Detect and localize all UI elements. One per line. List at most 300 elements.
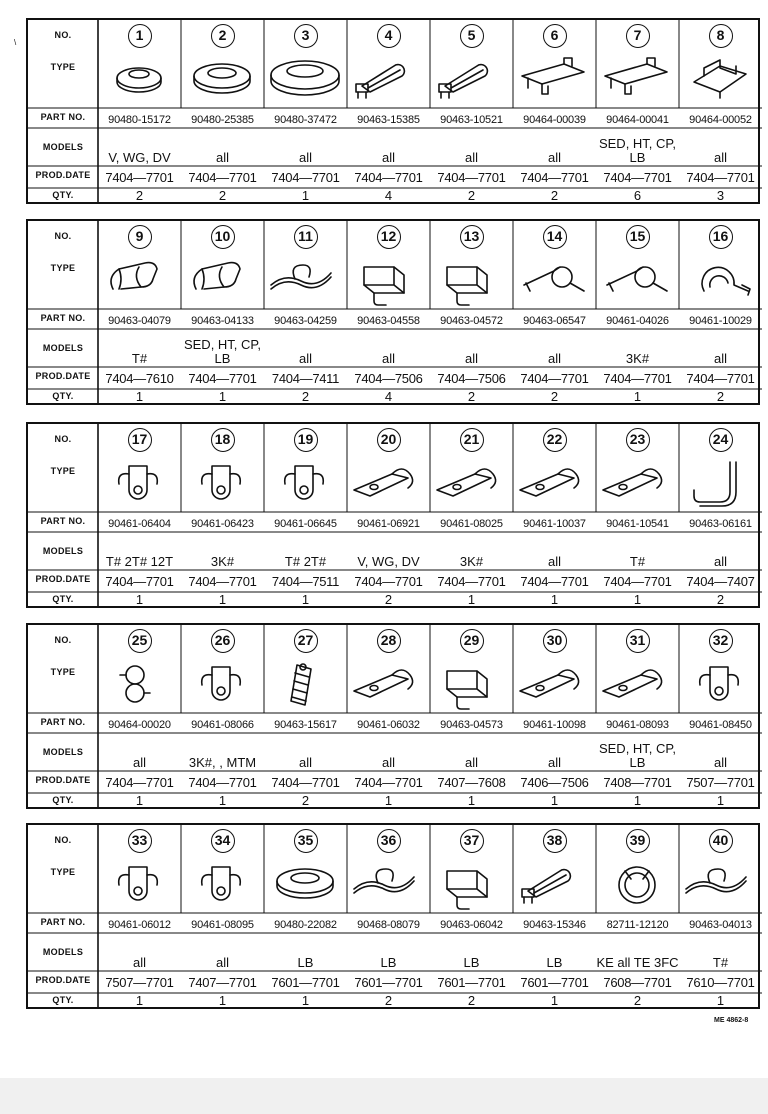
qty-value-text: 1 [218,389,227,403]
models-value-text: all [215,150,229,165]
qty-value-text: 2 [716,592,725,606]
item-number: 5 [460,24,484,48]
part-number [596,919,679,933]
models-value-text: all [298,755,312,770]
tab-clamp-icon [99,857,179,911]
part-number-text: 90480-22082 [274,919,337,931]
part-number-text: 90468-08079 [357,919,420,931]
models-value-text: T# 2T# 12T [105,554,174,569]
part-number-text: 90461-06921 [357,518,420,530]
prod-date-value-text: 7404—7506 [354,371,423,386]
part-number-text: 90464-00041 [606,114,669,126]
prod-date-value [98,574,181,590]
prod-date-value [98,775,181,791]
qty-value [347,188,430,202]
qty-value-text: 1 [218,592,227,606]
qty-value [181,793,264,807]
models-value [679,133,762,165]
prod-date-value [98,170,181,186]
part-number [513,114,596,128]
prod-date-value [513,574,596,590]
prod-date-value [347,371,430,387]
prod-date-value-text: 7507—7701 [686,775,755,790]
item-number: 4 [377,24,401,48]
ring-clip-icon [597,857,677,911]
prod-date-value-text: 7404—7701 [603,574,672,589]
item-number: 9 [128,225,152,249]
models-value [430,738,513,770]
prod-date-value-text: 7404—7701 [354,574,423,589]
prod-date-value-text: 7404—7701 [188,775,257,790]
item-number: 14 [543,225,567,249]
part-number [596,315,679,329]
qty-value-text: 1 [135,793,144,807]
row-label-prod-date: PROD.DATE [35,975,91,985]
loop-clip-icon [514,253,594,307]
part-number-text: 90463-15346 [523,919,586,931]
qty-value [98,389,181,403]
item-number: 32 [709,629,733,653]
qty-value-text: 1 [467,793,476,807]
prod-date-value-text: 7406—7506 [520,775,589,790]
row-label-no: NO. [54,231,72,241]
part-number-text: 90464-00039 [523,114,586,126]
tab-clamp-icon [182,857,262,911]
item-number: 30 [543,629,567,653]
models-value [98,738,181,770]
part-number [347,719,430,733]
models-value [181,938,264,970]
qty-value-text: 1 [218,993,227,1007]
prod-date-value [264,170,347,186]
qty-value-text: 1 [550,793,559,807]
part-number [430,315,513,329]
part-number [347,518,430,532]
part-number-text: 90461-06645 [274,518,337,530]
parts-panel [26,823,760,1009]
item-number: 27 [294,629,318,653]
item-number: 31 [626,629,650,653]
qty-value-text: 1 [218,793,227,807]
part-number [347,919,430,933]
qty-value-text: 1 [135,592,144,606]
qty-value [679,592,762,606]
item-number: 39 [626,829,650,853]
part-number [347,315,430,329]
models-value [347,334,430,366]
qty-value [430,592,513,606]
models-value-text: all [464,150,478,165]
part-number [430,518,513,532]
models-value-text: T# 2T# [284,554,327,569]
prod-date-value [513,775,596,791]
item-number: 13 [460,225,484,249]
models-value [98,133,181,165]
row-label-no: NO. [54,835,72,845]
row-label-part-no: PART NO. [40,717,86,727]
part-number-text: 90461-08025 [440,518,503,530]
models-value-text: SED, HT, CP, LB [598,741,677,770]
item-number: 8 [709,24,733,48]
prod-date-value [596,371,679,387]
prod-date-value-text: 7601—7701 [354,975,423,990]
part-number [264,719,347,733]
row-label-prod-date: PROD.DATE [35,775,91,785]
row-label-prod-date: PROD.DATE [35,371,91,381]
wire-clip-icon [680,857,760,911]
flat-clamp-icon [514,456,594,510]
prod-date-value [679,775,762,791]
models-value [347,938,430,970]
part-number-text: 90463-04572 [440,315,503,327]
part-number-text: 90461-06032 [357,719,420,731]
item-number: 10 [211,225,235,249]
models-value-text: all [298,150,312,165]
models-value [679,938,762,970]
item-number: 15 [626,225,650,249]
models-value [347,537,430,569]
models-value [430,938,513,970]
part-number-text: 90463-04259 [274,315,337,327]
qty-value-text: 2 [467,993,476,1007]
models-value [596,133,679,165]
part-number [98,114,181,128]
row-label-qty: QTY. [52,391,74,401]
item-number: 1 [128,24,152,48]
models-value-text: 3K#, , MTM [188,755,257,770]
prod-date-value-text: 7404—7701 [271,775,340,790]
part-number [98,919,181,933]
qty-value [430,389,513,403]
prod-date-value-text: 7404—7701 [437,170,506,185]
footer-code: ME 4862-8 [714,1017,749,1024]
part-number [679,114,762,128]
prod-date-value [679,975,762,991]
qty-value [679,793,762,807]
row-label-type: TYPE [50,263,76,273]
models-value [264,938,347,970]
part-number-text: 90461-08093 [606,719,669,731]
models-value-text: SED, HT, CP, LB [598,136,677,165]
qty-value-text: 2 [384,592,393,606]
qty-value-text: 3 [716,188,725,202]
qty-value [679,188,762,202]
part-number-text: 90463-10521 [440,114,503,126]
part-number-text: 90463-06547 [523,315,586,327]
part-number-text: 90461-08066 [191,719,254,731]
qty-value [596,188,679,202]
prod-date-value-text: 7404—7411 [271,371,340,386]
item-number: 24 [709,428,733,452]
item-number: 29 [460,629,484,653]
row-label-type: TYPE [50,62,76,72]
prod-date-value-text: 7404—7701 [105,170,174,185]
models-value [513,938,596,970]
prod-date-value [98,975,181,991]
channel-clip-icon [680,52,760,106]
qty-value [596,793,679,807]
part-number [679,518,762,532]
part-number-text: 90480-25385 [191,114,254,126]
prod-date-value [264,574,347,590]
qty-value [98,793,181,807]
part-number [513,919,596,933]
qty-value-text: 2 [301,389,310,403]
part-number-text: 82711-12120 [606,919,669,931]
box-clip-icon [348,253,428,307]
part-number [679,315,762,329]
bracket-clip-icon [514,52,594,106]
prod-date-value-text: 7407—7701 [188,975,257,990]
part-number-text: 90461-10029 [689,315,752,327]
models-value [679,334,762,366]
row-label-part-no: PART NO. [40,516,86,526]
prod-date-value [347,574,430,590]
prod-date-value-text: 7404—7701 [686,371,755,386]
prod-date-value-text: 7601—7701 [271,975,340,990]
models-value-text: all [381,150,395,165]
part-number-text: 90463-04133 [191,315,254,327]
prod-date-value-text: 7404—7701 [520,574,589,589]
row-label-type: TYPE [50,466,76,476]
flat-clamp-icon [597,657,677,711]
qty-value-text: 1 [135,993,144,1007]
part-number-text: 90461-10098 [523,719,586,731]
row-label-no: NO. [54,434,72,444]
part-number [596,719,679,733]
prod-date-value-text: 7404—7701 [105,574,174,589]
row-label-models: MODELS [42,546,84,556]
models-value [596,938,679,970]
item-number: 25 [128,629,152,653]
item-number: 6 [543,24,567,48]
qty-value-text: 1 [716,793,725,807]
tab-clamp-icon [265,456,345,510]
prod-date-value [181,975,264,991]
prod-date-value-text: 7404—7701 [188,574,257,589]
grommet-small-icon [99,52,179,106]
flat-clamp-icon [597,456,677,510]
qty-value [98,188,181,202]
models-value [596,537,679,569]
grommet-medium-icon [182,52,262,106]
row-label-qty: QTY. [52,795,74,805]
flat-clamp-icon [348,657,428,711]
prod-date-value-text: 7404—7701 [188,371,257,386]
part-number [347,114,430,128]
item-number: 38 [543,829,567,853]
prod-date-value-text: 7404—7701 [520,170,589,185]
part-number-text: 90463-04079 [108,315,171,327]
qty-value-text: 2 [384,993,393,1007]
models-value-text: all [381,351,395,366]
models-value-text: LB [546,955,563,970]
ribbed-clamp-icon [265,657,345,711]
grommet-large-icon [265,52,345,106]
item-number: 17 [128,428,152,452]
part-number-text: 90463-06161 [689,518,752,530]
item-number: 40 [709,829,733,853]
models-value [347,133,430,165]
qty-value [181,389,264,403]
models-value-text: all [132,755,146,770]
qty-value-text: 2 [467,188,476,202]
part-number-text: 90461-06012 [108,919,171,931]
band-clamp-icon [348,52,428,106]
qty-value [596,389,679,403]
part-number-text: 90461-06404 [108,518,171,530]
models-value [513,334,596,366]
models-value [596,738,679,770]
part-number-text: 90463-15617 [274,719,337,731]
prod-date-value [596,975,679,991]
models-value-text: all [215,955,229,970]
models-value-text: LB [380,955,397,970]
part-number [264,919,347,933]
row-label-no: NO. [54,30,72,40]
spring-clip-icon [99,253,179,307]
prod-date-value [513,371,596,387]
row-label-qty: QTY. [52,995,74,1005]
part-number [181,919,264,933]
tab-clamp-icon [99,456,179,510]
prod-date-value [513,170,596,186]
models-value-text: T# [712,955,729,970]
qty-value [679,993,762,1007]
parts-panel [26,422,760,608]
models-value-text: all [713,150,727,165]
box-clip-icon [431,657,511,711]
qty-value [264,793,347,807]
qty-value-text: 2 [301,793,310,807]
prod-date-value-text: 7404—7701 [354,775,423,790]
models-value [264,537,347,569]
qty-value-text: 1 [716,993,725,1007]
prod-date-value-text: 7404—7701 [354,170,423,185]
item-number: 28 [377,629,401,653]
models-value [596,334,679,366]
part-number [430,114,513,128]
prod-date-value-text: 7404—7407 [686,574,755,589]
item-number: 36 [377,829,401,853]
item-number: 23 [626,428,650,452]
prod-date-value [430,775,513,791]
row-label-type: TYPE [50,667,76,677]
item-number: 18 [211,428,235,452]
models-value-text: SED, HT, CP, LB [183,337,262,366]
prod-date-value [181,371,264,387]
models-value-text: 3K# [459,554,484,569]
part-number-text: 90461-04026 [606,315,669,327]
prod-date-value [264,775,347,791]
qty-value [98,993,181,1007]
models-value [679,738,762,770]
qty-value-text: 2 [135,188,144,202]
qty-value-text: 1 [633,389,642,403]
qty-value [264,389,347,403]
qty-value [264,592,347,606]
item-number: 26 [211,629,235,653]
models-value-text: LB [297,955,314,970]
qty-value-text: 1 [633,592,642,606]
row-label-part-no: PART NO. [40,112,86,122]
qty-value-text: 1 [633,793,642,807]
models-value [679,537,762,569]
models-value [513,133,596,165]
qty-value-text: 1 [301,188,310,202]
item-number: 34 [211,829,235,853]
parts-panel [26,623,760,809]
hook-clip-icon [680,456,760,510]
tab-clamp-icon [182,456,262,510]
part-number [679,719,762,733]
prod-date-value-text: 7601—7701 [437,975,506,990]
models-value-text: 3K# [625,351,650,366]
prod-date-value [596,170,679,186]
prod-date-value-text: 7408—7701 [603,775,672,790]
qty-value-text: 6 [633,188,642,202]
models-value [181,133,264,165]
box-clip-icon [431,253,511,307]
part-number [513,315,596,329]
models-value-text: all [464,351,478,366]
row-label-models: MODELS [42,142,84,152]
qty-value [430,188,513,202]
prod-date-value-text: 7404—7701 [188,170,257,185]
part-number [264,518,347,532]
prod-date-value [347,775,430,791]
prod-date-value-text: 7404—7701 [520,371,589,386]
part-number [679,919,762,933]
scan-mark: \ [14,38,17,47]
wire-clip-icon [265,253,345,307]
part-number-text: 90463-04573 [440,719,503,731]
prod-date-value [596,574,679,590]
part-number [98,719,181,733]
part-number-text: 90463-04558 [357,315,420,327]
part-number-text: 90480-15172 [108,114,171,126]
part-number [181,518,264,532]
prod-date-value [430,975,513,991]
item-number: 12 [377,225,401,249]
part-number [98,315,181,329]
qty-value-text: 2 [550,389,559,403]
qty-value [679,389,762,403]
band-clamp-icon [431,52,511,106]
part-number-text: 90463-04013 [689,919,752,931]
part-number-text: 90480-37472 [274,114,337,126]
prod-date-value-text: 7404—7506 [437,371,506,386]
models-value [181,334,264,366]
qty-value-text: 1 [301,993,310,1007]
models-value [513,738,596,770]
part-number-text: 90463-15385 [357,114,420,126]
part-number-text: 90463-06042 [440,919,503,931]
prod-date-value [513,975,596,991]
models-value-text: V, WG, DV [108,150,171,165]
qty-value [181,592,264,606]
qty-value [596,592,679,606]
models-value-text: V, WG, DV [357,554,420,569]
part-number-text: 90461-06423 [191,518,254,530]
qty-value [181,993,264,1007]
flat-clamp-icon [348,456,428,510]
models-value-text: all [713,755,727,770]
models-value-text: all [547,351,561,366]
part-number [264,315,347,329]
band-clamp-icon [514,857,594,911]
part-number [596,518,679,532]
